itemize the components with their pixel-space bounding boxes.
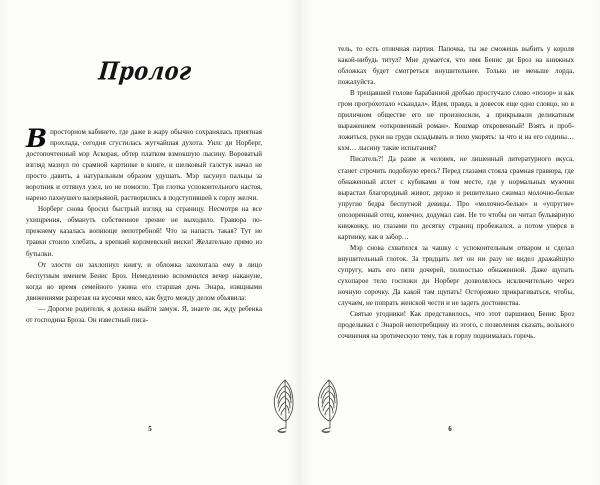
left-page-body bbox=[26, 124, 262, 326]
page-number-left: 5 bbox=[148, 425, 152, 433]
right-page-body bbox=[338, 0, 574, 342]
paragraph: — Дорогие родители, я должна выйти замуж. Я, знаете ли, жду ребенка от господина Броза. Он известный писа- bbox=[26, 304, 262, 324]
paragraph: Писатель?! Да разве ж человек, не лишенный литературного вкуса, станет строчить подобную ересь? Перед глазами стояла срамная гравюра, где обнаженный атлет с кубиками в том месте, где у нормальных мужчин вырастал благородный живот, дерзко и решительно сжимал молочно-белые упругие бедра беспутной девицы. Про «молочно-белые» и «упругие» опозоренный отец, конечно, додумал сам. Не то чтобы он читал бульварную книжонку, но глазами по десятку страниц пробежался, а потом уперся в картинку, как в забор… bbox=[338, 155, 574, 241]
quill-feather-icon bbox=[268, 377, 302, 437]
page-number-right: 6 bbox=[448, 425, 452, 433]
paragraph: В трещавшей голове барабанной дробью простучало слово «позор» и как гром прогрохотало «скандал». Идея, правда, в довесок еще одно словцо, но в приличном обществе его не произносили, а прикрывали деликатным выражением «откровенный роман». Кошмар откровенный! Взять и пробложиться, руки на груди складывать и тихо укорять: за что и на его седины… кхм… лысину такие испытания? bbox=[338, 89, 574, 153]
paragraph: Святые угодники! Как представилось, что этот паршивец Бенис Броз проделывал с Энарой непотребщину из этого, с позволения сказать, вольного сочинения на эротическую тему, так в горлу поднималась горечь. bbox=[338, 310, 574, 341]
paragraph: Впросторном кабинете, где даже в жару обычно сохранялась приятная прохлада, сегодня сгустилась жутчайшая духота. Уилс ди Норберг, достопочтенный мэр Аскорая, обтер платком взмокшую лысину. Вороватый взгляд мазнул по срамной картинке в книге, и шелковый галстук начал не просто давить, а натуральным образом удушать. Мэр засунул пальцы за воротник и оттянул узел, но не помогло. Три глотка успокоительного настоя, нарено пахнушего валерьяной, растворились в подступившей к горлу желчи. bbox=[26, 124, 262, 203]
page-edge-shadow-left bbox=[0, 0, 10, 485]
paragraph: Норберг снова бросил быстрый взгляд на страницу. Несмотря на все ухищрения, обмануть собственное зрение не выходило. Гравюра по-прежнему казалась вопиюще непотребной! Что за напасть такая? Тут не травки стоило хлебать, а крепкий корлмевский виски! Желательно прямо из бутылки. bbox=[26, 205, 262, 258]
chapter-title: Пролог bbox=[97, 55, 194, 86]
paragraph: Мэр снова схватился за чашку с успокоительным отваром и сделал внушительный глоток. За тридцать лет он ни разу не видел дражайшую супругу, мать его пяти дочерей, полностью обнаженной. Даже щупать сухопарое тело госпожи ди Норберг дозволялось исключительно через ночную сорочку. Да какой там щупать! Осторожно прикрагиваться, чтобы, случаем, не попрать женской чести и не задеть достоинства. bbox=[338, 243, 574, 308]
paragraph: От злости он захлопнул книгу, и обложка захохотала ему в лицо беспутным именем Бенис Броз. Немедленно вспомнился вечер накануне, когда во время семейного ужина его старшая дочь Энара, изящными движениями разрезая на кусочки мясо, как будто между делом объявила: bbox=[26, 260, 262, 302]
quill-feather-icon bbox=[312, 377, 346, 437]
page-edge-shadow-right bbox=[590, 0, 600, 485]
paragraph: тель, то есть отличная партия. Папочка, ты же сможешь выбить у короля какой-нибудь титул? Мне думается, что имя Бенис ди Броз на книжных обложках будет смотреться внушительнее. Только не меньше лорда, пожалуйста. bbox=[338, 45, 574, 87]
